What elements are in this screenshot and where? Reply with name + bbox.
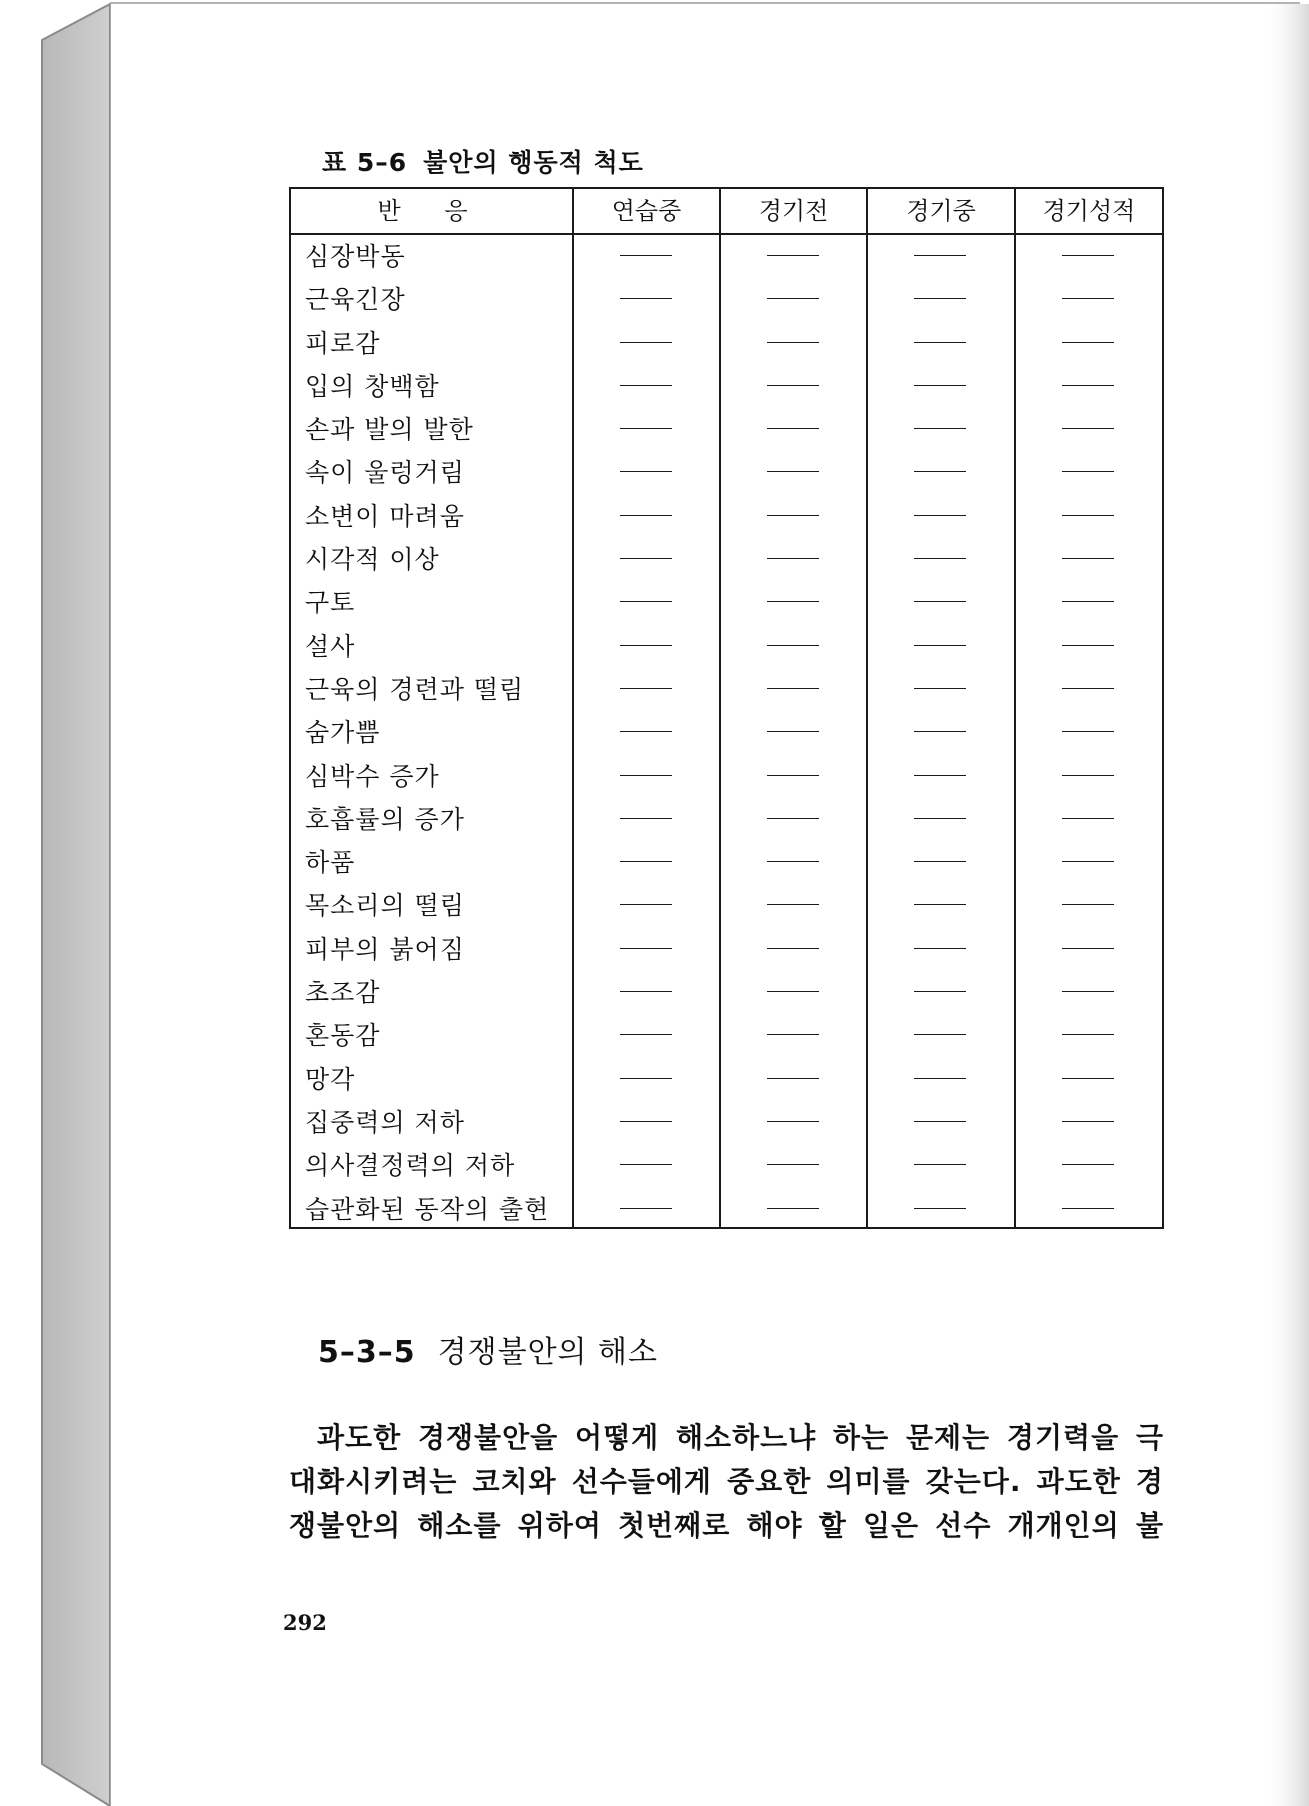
- blank-response-line: [620, 601, 672, 602]
- blank-response-line: [620, 471, 672, 472]
- blank-response-line: [620, 861, 672, 862]
- blank-response-line: [1062, 558, 1114, 559]
- blank-response-line: [914, 471, 966, 472]
- blank-response-line: [767, 1034, 819, 1035]
- blank-response-line: [1062, 948, 1114, 949]
- blank-response-line: [767, 558, 819, 559]
- blank-response-line: [620, 515, 672, 516]
- blank-response-line: [914, 818, 966, 819]
- table-row: [291, 278, 1162, 321]
- row-label: 피로감: [305, 328, 381, 358]
- blank-response-line: [620, 948, 672, 949]
- table-row: [291, 1058, 1162, 1101]
- blank-response-line: [1062, 818, 1114, 819]
- blank-response-line: [620, 1208, 672, 1209]
- blank-response-line: [1062, 1121, 1114, 1122]
- blank-response-line: [1062, 775, 1114, 776]
- header-practice: 연습중: [611, 197, 682, 225]
- blank-response-line: [914, 1034, 966, 1035]
- blank-response-line: [767, 645, 819, 646]
- blank-response-line: [767, 948, 819, 949]
- blank-response-line: [767, 1121, 819, 1122]
- blank-response-line: [914, 775, 966, 776]
- blank-response-line: [620, 991, 672, 992]
- row-label: 의사결정력의 저하: [305, 1151, 516, 1181]
- blank-response-line: [767, 688, 819, 689]
- header-game-result: 경기성적: [1042, 197, 1136, 225]
- blank-response-line: [767, 991, 819, 992]
- blank-response-line: [620, 731, 672, 732]
- blank-response-line: [1062, 385, 1114, 386]
- row-label: 구토: [305, 588, 356, 618]
- row-label: 혼동감: [305, 1021, 381, 1051]
- blank-response-line: [767, 861, 819, 862]
- table-row: [291, 971, 1162, 1014]
- blank-response-line: [914, 298, 966, 299]
- table-row: [291, 1144, 1162, 1187]
- table-row: [291, 1188, 1162, 1231]
- row-label: 피부의 붉어짐: [305, 934, 465, 964]
- blank-response-line: [914, 601, 966, 602]
- table-row: [291, 235, 1162, 278]
- table-row: [291, 1101, 1162, 1144]
- blank-response-line: [767, 342, 819, 343]
- blank-response-line: [767, 601, 819, 602]
- table-row: [291, 841, 1162, 884]
- table-row: [291, 711, 1162, 754]
- table-row: [291, 884, 1162, 927]
- blank-response-line: [620, 818, 672, 819]
- blank-response-line: [767, 818, 819, 819]
- blank-response-line: [767, 385, 819, 386]
- blank-response-line: [620, 428, 672, 429]
- row-label: 집중력의 저하: [305, 1107, 465, 1137]
- table-row: [291, 451, 1162, 494]
- row-label: 심장박동: [305, 242, 406, 271]
- blank-response-line: [767, 1164, 819, 1165]
- header-response: 반 응: [377, 197, 486, 225]
- blank-response-line: [1062, 1034, 1114, 1035]
- row-label: 시각적 이상: [305, 545, 440, 575]
- paragraph-line: 과도한 경쟁불안을 어떻게 해소하느냐 하는 문제는 경기력을 극: [317, 1421, 1164, 1454]
- blank-response-line: [1062, 255, 1114, 256]
- blank-response-line: [620, 645, 672, 646]
- row-label: 초조감: [305, 978, 381, 1008]
- table-row: [291, 668, 1162, 711]
- table-body: [291, 235, 1162, 1231]
- blank-response-line: [620, 1121, 672, 1122]
- blank-response-line: [914, 1078, 966, 1079]
- row-label: 근육긴장: [305, 285, 406, 315]
- blank-response-line: [620, 558, 672, 559]
- blank-response-line: [620, 1034, 672, 1035]
- blank-response-line: [1062, 428, 1114, 429]
- table-row: [291, 495, 1162, 538]
- blank-response-line: [767, 1208, 819, 1209]
- table-row: [291, 581, 1162, 624]
- section-number: 5–3–5: [318, 1335, 416, 1370]
- section-title: 경쟁불안의 해소: [437, 1335, 659, 1370]
- header-before-game: 경기전: [758, 197, 829, 225]
- row-label: 목소리의 떨림: [305, 891, 465, 921]
- row-label: 설사: [305, 631, 356, 661]
- blank-response-line: [914, 688, 966, 689]
- section-heading: [318, 1327, 658, 1371]
- table-row: [291, 625, 1162, 668]
- blank-response-line: [914, 255, 966, 256]
- blank-response-line: [914, 342, 966, 343]
- blank-response-line: [620, 1164, 672, 1165]
- blank-response-line: [914, 861, 966, 862]
- blank-response-line: [620, 298, 672, 299]
- blank-response-line: [914, 948, 966, 949]
- blank-response-line: [620, 688, 672, 689]
- row-label: 속이 울렁거림: [305, 458, 465, 488]
- blank-response-line: [1062, 1164, 1114, 1165]
- blank-response-line: [914, 1164, 966, 1165]
- row-label: 습관화된 동작의 출현: [305, 1194, 550, 1224]
- blank-response-line: [620, 1078, 672, 1079]
- blank-response-line: [620, 255, 672, 256]
- blank-response-line: [767, 298, 819, 299]
- table-row: [291, 798, 1162, 841]
- blank-response-line: [767, 471, 819, 472]
- blank-response-line: [767, 255, 819, 256]
- row-label: 소변이 마려움: [305, 501, 465, 531]
- blank-response-line: [914, 385, 966, 386]
- row-label: 입의 창백함: [305, 371, 440, 401]
- blank-response-line: [620, 904, 672, 905]
- header-during-game: 경기중: [906, 197, 976, 225]
- table-row: [291, 365, 1162, 408]
- blank-response-line: [1062, 342, 1114, 343]
- blank-response-line: [620, 342, 672, 343]
- blank-response-line: [914, 515, 966, 516]
- blank-response-line: [1062, 904, 1114, 905]
- table-row: [291, 408, 1162, 451]
- blank-response-line: [767, 904, 819, 905]
- table-row: [291, 755, 1162, 798]
- row-label: 근육의 경련과 떨림: [305, 674, 525, 704]
- blank-response-line: [914, 428, 966, 429]
- blank-response-line: [914, 558, 966, 559]
- blank-response-line: [914, 991, 966, 992]
- blank-response-line: [1062, 861, 1114, 862]
- row-label: 호흡률의 증가: [305, 804, 465, 834]
- row-label: 심박수 증가: [305, 761, 440, 791]
- row-label: 손과 발의 발한: [305, 415, 474, 445]
- blank-response-line: [620, 775, 672, 776]
- row-label: 망각: [305, 1064, 356, 1094]
- blank-response-line: [620, 385, 672, 386]
- blank-response-line: [1062, 1078, 1114, 1079]
- paragraph-line: 대화시키려는 코치와 선수들에게 중요한 의미를 갖는다. 과도한 경: [289, 1465, 1164, 1498]
- blank-response-line: [914, 645, 966, 646]
- blank-response-line: [767, 515, 819, 516]
- table-caption-label: 표 5–6: [322, 148, 408, 177]
- table-row: [291, 1014, 1162, 1057]
- table-row: [291, 322, 1162, 365]
- blank-response-line: [914, 1121, 966, 1122]
- blank-response-line: [914, 731, 966, 732]
- blank-response-line: [1062, 731, 1114, 732]
- row-label: 하품: [305, 848, 356, 878]
- page-number: 292: [283, 1610, 327, 1635]
- blank-response-line: [767, 775, 819, 776]
- blank-response-line: [1062, 601, 1114, 602]
- blank-response-line: [1062, 471, 1114, 472]
- blank-response-line: [1062, 515, 1114, 516]
- table-caption-title: 불안의 행동적 척도: [423, 148, 644, 177]
- blank-response-line: [767, 428, 819, 429]
- table-caption: [322, 143, 644, 179]
- row-label: 숨가쁨: [305, 718, 381, 748]
- table-row: [291, 928, 1162, 971]
- anxiety-behavior-table: [289, 187, 1164, 1229]
- blank-response-line: [1062, 645, 1114, 646]
- blank-response-line: [914, 1208, 966, 1209]
- blank-response-line: [767, 731, 819, 732]
- table-row: [291, 538, 1162, 581]
- blank-response-line: [914, 904, 966, 905]
- blank-response-line: [767, 1078, 819, 1079]
- blank-response-line: [1062, 991, 1114, 992]
- paragraph-line: 쟁불안의 해소를 위하여 첫번째로 해야 할 일은 선수 개개인의 불: [289, 1509, 1164, 1542]
- blank-response-line: [1062, 688, 1114, 689]
- blank-response-line: [1062, 298, 1114, 299]
- blank-response-line: [1062, 1208, 1114, 1209]
